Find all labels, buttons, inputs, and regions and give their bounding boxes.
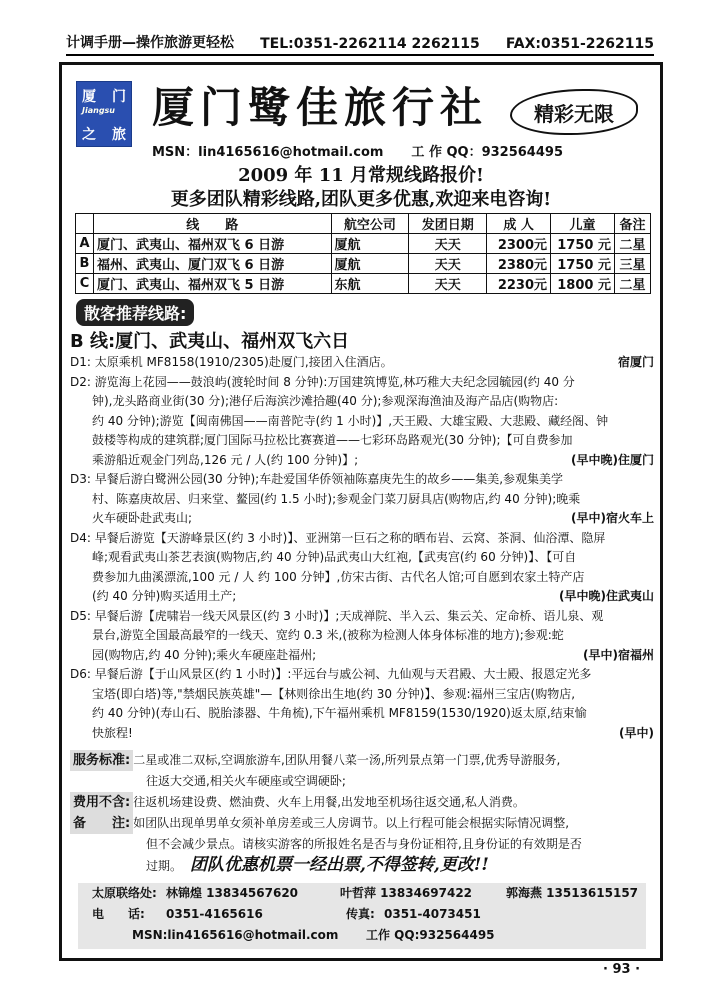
itinerary-text: 快旅程! <box>92 725 133 740</box>
exclusions <box>70 792 654 813</box>
ad-frame <box>59 62 663 961</box>
itinerary-text: D1: 太原乘机 MF8158(1910/2305)赴厦门,接团入住酒店。 <box>70 355 393 369</box>
service-label: 服务标准: <box>70 750 133 771</box>
table-cell: C <box>76 274 94 294</box>
note-text: 如团队出现单男单女须补单房差或三人房调节。以上行程可能会根据实际情况调整, <box>133 816 570 830</box>
itinerary-text: 鼓楼等构成的建筑群;厦门国际马拉松比赛赛道——七彩环岛路观光(30 分钟);【可自费参加 <box>92 433 573 447</box>
itinerary-line <box>70 470 654 490</box>
line-title: B 线:厦门、武夷山、福州双飞六日 <box>70 331 350 352</box>
fax-label: 传真: <box>346 907 375 921</box>
logo-char: 之 <box>82 127 96 143</box>
table-header: 儿童 <box>551 214 615 234</box>
table-cell: 1750 元 <box>551 234 615 254</box>
phone-value: 0351-4165616 <box>166 907 263 921</box>
itinerary-text: 景台,游览全国最高最窄的一线天、宽约 0.3 米,(被称为检测人体身体标准的地方);参观:蛇 <box>92 628 564 642</box>
itinerary-meal: (早中晚)住厦门 <box>567 451 654 471</box>
itinerary-meal: (早中)宿火车上 <box>567 509 654 529</box>
table-row <box>76 234 651 254</box>
table-row <box>76 254 651 274</box>
itinerary-line <box>70 587 654 607</box>
logo-script: Jiangsu <box>82 106 115 115</box>
service-text: 二星或准二双标,空调旅游车,团队用餐八菜一汤,所列景点第一门票,优秀导游服务, <box>133 753 561 767</box>
itinerary-text: 钟),龙头路商业街(30 分);港仔后海滨沙滩拾趣(40 分);参观深海渔油及海产品店(购物店: <box>92 394 559 408</box>
table-row <box>76 274 651 294</box>
table-cell: 1750 元 <box>551 254 615 274</box>
table-cell: 2300元 <box>487 234 551 254</box>
itinerary-line <box>70 451 654 471</box>
note-text-cont: 但不会减少景点。请核实游客的所报姓名是否与身份证相符,且身份证的有效期是否 <box>146 837 582 851</box>
itinerary-text: 约 40 分钟);游览【闽南佛国——南普陀寺(约 1 小时)】,天王殿、大雄宝殿、大悲殿、藏经阁、钟 <box>92 413 609 428</box>
contact-person: 林锦煌 13834567620 <box>166 886 299 900</box>
table-cell: 厦航 <box>331 234 409 254</box>
headline-price: 2009 年 11 月常规线路报价! <box>238 165 484 186</box>
table-cell: 2230元 <box>487 274 551 294</box>
header-fax: FAX:0351-2262115 <box>505 36 654 52</box>
msn-text: MSN：lin4165616@hotmail.com <box>152 145 384 160</box>
logo-char: 门 <box>112 89 126 105</box>
itinerary-text: 费参加九曲溪漂流,100 元 / 人 约 100 分钟】,仿宋古街、古代名人馆;可自愿到农家土特产店 <box>92 569 585 584</box>
itinerary-line <box>70 685 654 705</box>
table-cell: B <box>76 254 94 274</box>
itinerary-line <box>70 392 654 412</box>
itinerary-text: 乘游船近观金门列岛,126 元 / 人(约 100 分钟)】; <box>92 452 359 467</box>
table-header: 成 人 <box>487 214 551 234</box>
note-label: 备 注: <box>70 813 133 834</box>
table-cell: 厦门、武夷山、福州双飞 6 日游 <box>93 234 331 254</box>
itinerary-line <box>70 568 654 588</box>
final-slogan: 团队优惠机票一经出票,不得签转,更改!! <box>190 855 489 875</box>
table-cell: 1800 元 <box>551 274 615 294</box>
contact-person: 叶哲萍 13834697422 <box>340 886 473 900</box>
service-text-cont: 往返大交通,相关火车硬座或空调硬卧; <box>146 774 346 788</box>
itinerary-text: D4: 早餐后游览【天游峰景区(约 3 小时)】、亚洲第一巨石之称的晒布岩、云窝、茶洞、仙浴潭、隐屏 <box>70 530 606 545</box>
table-cell: 厦航 <box>331 254 409 274</box>
itinerary-text: (约 40 分钟)购买适用土产; <box>92 589 237 603</box>
itinerary-meal: 宿厦门 <box>614 353 654 373</box>
qq-text: 工 作 QQ：932564495 <box>411 145 563 160</box>
note-text-end <box>70 855 654 877</box>
header-tagline: 计调手册—操作旅游更轻松 <box>66 35 234 51</box>
contact-person: 郭海燕 13513615157 <box>506 886 639 900</box>
table-cell: 厦门、武夷山、福州双飞 5 日游 <box>93 274 331 294</box>
itinerary-line <box>70 509 654 529</box>
itinerary-text: D2: 游览海上花园——鼓浪屿(渡轮时间 8 分钟):万国建筑博览,林巧稚大夫纪念园毓园(约 40 分 <box>70 374 575 389</box>
itinerary-line <box>70 665 654 685</box>
itinerary-text: D3: 早餐后游白鹭洲公园(30 分钟);车赴爱国华侨领袖陈嘉庚先生的故乡——集美,参观集美学 <box>70 472 564 486</box>
itinerary-line <box>70 412 654 432</box>
service-standard <box>70 750 654 771</box>
headline-promo: 更多团队精彩线路,团队更多优惠,欢迎来电咨询! <box>170 189 552 210</box>
table-cell: 天天 <box>409 274 487 294</box>
fax-value: 0351-4073451 <box>384 907 481 921</box>
table-header: 备注 <box>614 214 650 234</box>
exclude-text: 往返机场建设费、燃油费、火车上用餐,出发地至机场往返交通,私人消费。 <box>133 795 525 809</box>
terms-section <box>70 750 654 877</box>
itinerary-text: 约 40 分钟)(寿山石、脱胎漆器、牛角梳),下午福州乘机 MF8159(1530/1920)返太原,结束愉 <box>92 706 587 720</box>
table-cell: 东航 <box>331 274 409 294</box>
itinerary <box>70 353 654 743</box>
header-tel: TEL:0351-2262114 2262115 <box>260 36 480 52</box>
itinerary-line <box>70 490 654 510</box>
itinerary-meal: (早中晚)住武夷山 <box>555 587 654 607</box>
routes-table <box>75 213 651 294</box>
page-number: · 93 · <box>603 962 641 977</box>
itinerary-text: 峰;观看武夷山茶艺表演(购物店,约 40 分钟)品武夷山大红袍,【武夷宫(约 60 分钟)】、【可自 <box>92 550 577 564</box>
notes <box>70 813 654 834</box>
table-cell: 三星 <box>614 254 650 274</box>
itinerary-line <box>70 373 654 393</box>
company-name: 厦门鹭佳旅行社 <box>152 83 489 132</box>
itinerary-line <box>70 724 654 744</box>
itinerary-meal: (早中)宿福州 <box>579 646 654 666</box>
itinerary-meal: (早中) <box>615 724 654 744</box>
brand-logo <box>76 81 132 147</box>
itinerary-text: 村、陈嘉庚故居、归来堂、鳌园(约 1.5 小时);参观金门菜刀厨具店(购物店,约 40 分钟);晚乘 <box>92 491 581 506</box>
itinerary-text: D6: 早餐后游【于山风景区(约 1 小时)】:平远台与戚公祠、九仙观与天君殿、大士殿、报恩定光多 <box>70 667 592 681</box>
table-cell: A <box>76 234 94 254</box>
itinerary-text: D5: 早餐后游【虎啸岩一线天风景区(约 3 小时)】;天成禅院、半入云、集云关、定命桥、语儿泉、观 <box>70 608 604 623</box>
table-cell: 天天 <box>409 254 487 274</box>
itinerary-text: 园(购物店,约 40 分钟);乘火车硬座赴福州; <box>92 647 317 662</box>
itinerary-text: 火车硬卧赴武夷山; <box>92 511 193 525</box>
footer-msn: MSN:lin4165616@hotmail.com <box>132 928 339 942</box>
table-header: 线 路 <box>93 214 331 234</box>
logo-char: 厦 <box>82 89 96 105</box>
itinerary-line <box>70 607 654 627</box>
itinerary-line <box>70 529 654 549</box>
itinerary-line <box>70 626 654 646</box>
footer-qq: 工作 QQ:932564495 <box>366 928 495 942</box>
table-header: 发团日期 <box>409 214 487 234</box>
itinerary-text: 宝塔(即白塔)等,"禁烟民族英雄"—【林则徐出生地(约 30 分钟)】、参观:福州三宝店(购物店, <box>92 686 576 701</box>
phone-label: 电 话: <box>92 907 145 921</box>
page-header <box>66 30 654 56</box>
itinerary-line <box>70 704 654 724</box>
exclude-label: 费用不含: <box>70 792 133 813</box>
table-cell: 天天 <box>409 234 487 254</box>
contact-line <box>152 141 563 160</box>
table-header-row <box>76 214 651 234</box>
itinerary-line <box>70 646 654 666</box>
table-cell: 福州、武夷山、厦门双飞 6 日游 <box>93 254 331 274</box>
itinerary-line <box>70 353 654 373</box>
table-cell: 二星 <box>614 274 650 294</box>
liaison-label: 太原联络处: <box>92 886 157 900</box>
itinerary-line <box>70 548 654 568</box>
logo-char: 旅 <box>112 127 126 143</box>
contact-footer <box>78 883 646 949</box>
section-badge: 散客推荐线路: <box>76 299 194 326</box>
note-text: 过期。 <box>146 859 183 873</box>
table-header <box>76 214 94 234</box>
table-header: 航空公司 <box>331 214 409 234</box>
table-cell: 2380元 <box>487 254 551 274</box>
slogan-bubble: 精彩无限 <box>510 89 638 135</box>
itinerary-line <box>70 431 654 451</box>
table-cell: 二星 <box>614 234 650 254</box>
